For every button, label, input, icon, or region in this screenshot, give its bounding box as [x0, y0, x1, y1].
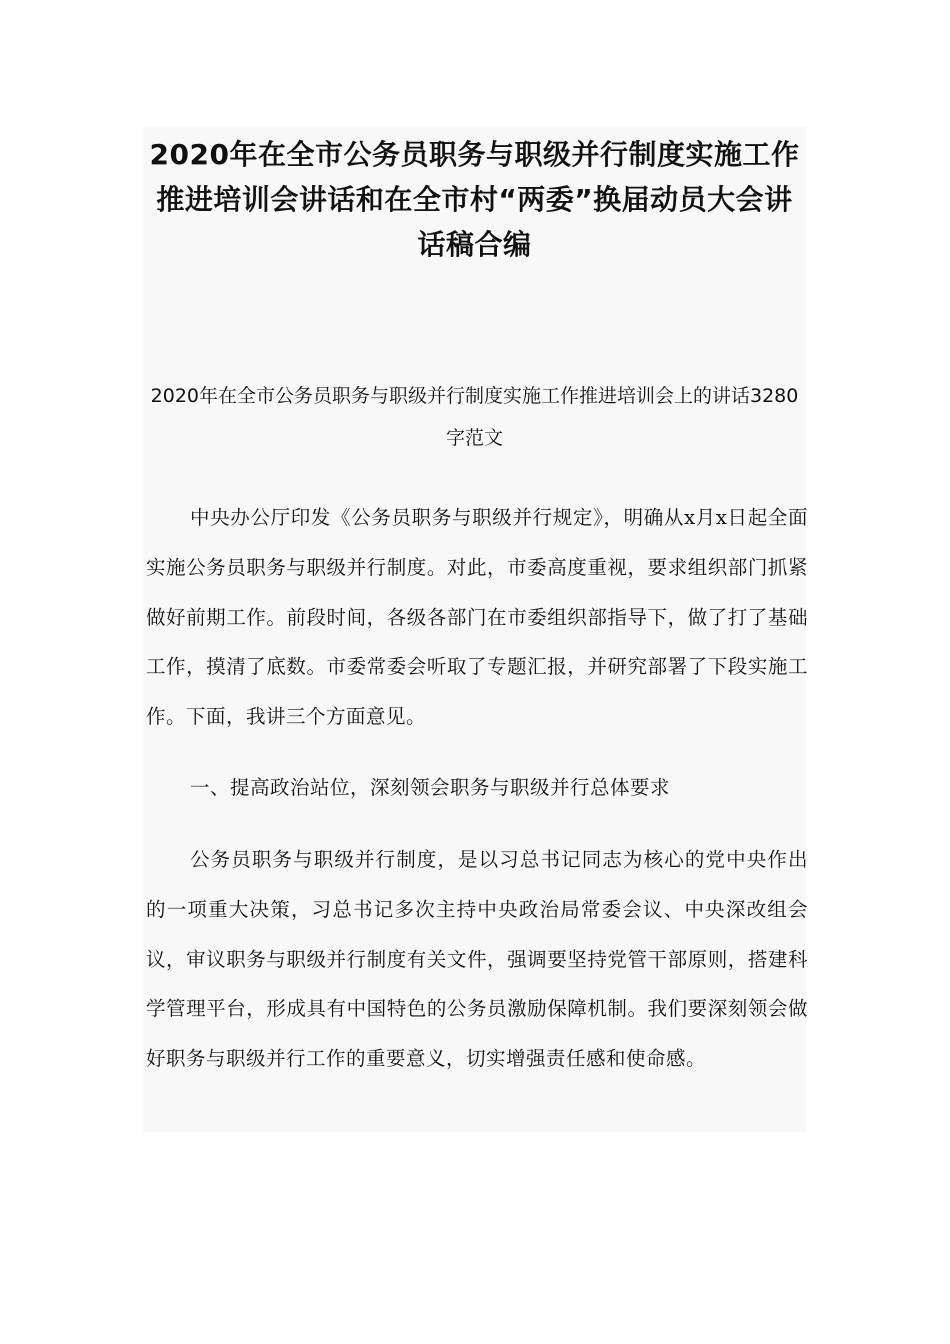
paragraph-intro: 中央办公厅印发《公务员职务与职级并行规定》，明确从x月x日起全面实施公务员职务与职级并行制度。对此，市委高度重视，要求组织部门抓紧做好前期工作。前段时间，各级各部门在市委组织部指导下，做了打了基础工作，摸清了底数。市委常委会听取了专题汇报，并研究部署了下段实施工作。下面，我讲三个方面意见。 — [146, 506, 808, 729]
document-title: 2020年在全市公务员职务与职级并行制度实施工作推进培训会讲话和在全市村“两委”换届动员大会讲话稿合编 — [149, 138, 800, 261]
speech-title: 2020年在全市公务员职务与职级并行制度实施工作推进培训会上的讲话3280字范文 — [150, 385, 799, 449]
paragraph-section-1: 公务员职务与职级并行制度，是以习总书记同志为核心的党中央作出的一项重大决策，习总书记多次主持中央政治局常委会议、中央深改组会议，审议职务与职级并行制度有关文件，强调要坚持党管干部原则，搭建科学管理平台，形成具有中国特色的公务员激励保障机制。我们要深刻领会做好职务与职级并行工作的重要意义，切实增强责任感和使命感。 — [146, 848, 808, 1071]
section-heading-1: 一、提高政治站位，深刻领会职务与职级并行总体要求 — [190, 776, 671, 799]
